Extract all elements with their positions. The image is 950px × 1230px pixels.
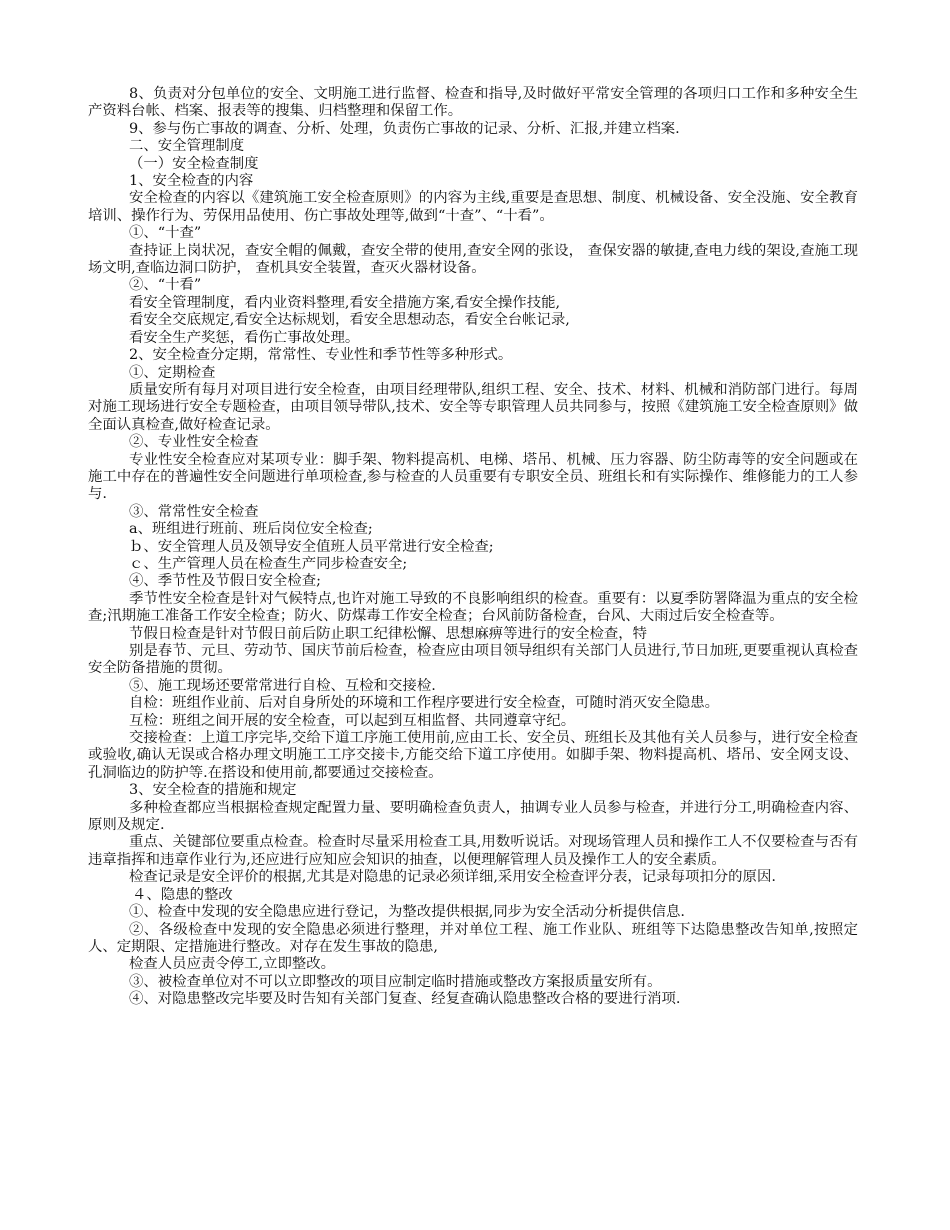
paragraph: 看安全生产奖惩，看伤亡事故处理。 [129, 329, 360, 346]
paragraph: ④、季节性及节假日安全检查; [129, 573, 321, 590]
paragraph: （一）安全检查制度 [129, 155, 259, 172]
paragraph: ４、隐患的整改 [132, 886, 233, 903]
paragraph: ①、“十查” [129, 225, 202, 242]
paragraph: 别是春节、元旦、劳动节、国庆节前后检查，检查应由项目领导组织有关部门人员进行,节日加班,更要重视认真检查安全防备措施的贯彻。 [88, 643, 858, 677]
paragraph: 1、安全检查的内容 [129, 173, 254, 190]
paragraph: 检查人员应责令停工,立即整改。 [129, 956, 336, 973]
paragraph: ③、被检查单位对不可以立即整改的项目应制定临时措施或整改方案报质量安所有。 [129, 973, 662, 990]
paragraph: ②、“十看” [129, 277, 202, 294]
paragraph: 互检：班组之间开展的安全检查，可以起到互相监督、共同遵章守纪。 [129, 712, 576, 729]
paragraph: ｂ、安全管理人员及领导安全值班人员平常进行安全检查; [129, 538, 494, 555]
paragraph: ④、对隐患整改完毕要及时告知有关部门复查、经复查确认隐患整改合格的要进行消项. [129, 991, 681, 1008]
paragraph: 季节性安全检查是针对气候特点,也许对施工导致的不良影响组织的检查。重要有：以夏季防署降温为重点的安全检查;汛期施工准备工作安全检查；防火、防煤毒工作安全检查；台风前防备检查，台风、大雨过后安全检查等。 [88, 590, 858, 625]
paragraph: 多种检查都应当根据检查规定配置力量、要明确检查负责人，抽调专业人员参与检查，并进行分工,明确检查内容、原则及规定. [88, 799, 858, 834]
paragraph: 质量安所有每月对项目进行安全检查，由项目经理带队,组织工程、安全、技术、材料、机械和消防部门进行。每周对施工现场进行安全专题检查，由项目领导带队,技术、安全等专职管理人员共同参与，按照《建筑施工安全检查原则》做全面认真检查,做好检查记录。 [88, 381, 858, 433]
paragraph: ｃ、生产管理人员在检查生产同步检查安全; [129, 555, 408, 572]
paragraph: 2、安全检查分定期，常常性、专业性和季节性等多种形式。 [129, 347, 513, 364]
paragraph: 3、安全检查的措施和规定 [129, 782, 297, 799]
paragraph: ①、定期检查 [129, 364, 216, 381]
paragraph: 看安全交底规定,看安全达标规划，看安全思想动态，看安全台帐记录, [129, 312, 570, 329]
paragraph: ③、常常性安全检查 [129, 503, 259, 520]
paragraph: 交接检查：上道工序完毕,交给下道工序施工使用前,应由工长、安全员、班组长及其他有关人员参与，进行安全检查或验收,确认无误或合格办理文明施工工序交接卡,方能交给下道工序使用。如脚手架、物料提高机、塔吊、安全网支设、孔洞临边的防护等.在搭设和使用前,都要通过交接检查。 [88, 730, 858, 781]
paragraph: 查持证上岗状况，查安全帽的佩戴，查安全带的使用,查安全网的张设， 查保安器的敏捷,查电力线的架设,查施工现场文明,查临边洞口防护， 查机具安全装置，查灭火器材设备。 [88, 242, 858, 277]
paragraph: 安全检查的内容以《建筑施工安全检查原则》的内容为主线,重要是查思想、制度、机械设备、安全没施、安全教育培训、操作行为、劳保用品使用、伤亡事故处理等,做到“十查”、“十看”。 [88, 190, 858, 224]
paragraph: 8、负责对分包单位的安全、文明施工进行监督、检查和指导,及时做好平常安全管理的各项归口工作和多种安全生产资料台帐、档案、报表等的搜集、归档整理和保留工作。 [88, 86, 858, 120]
paragraph: 专业性安全检查应对某项专业：脚手架、物料提高机、电梯、塔吊、机械、压力容器、防尘防毒等的安全问题或在施工中存在的普遍性安全问题进行单项检查,参与检查的人员重要有专职安全员、班组长和有实际操作、维修能力的工人参与. [88, 451, 858, 503]
paragraph: 9、参与伤亡事故的调查、分析、处理，负责伤亡事故的记录、分析、汇报,并建立档案. [129, 120, 680, 137]
paragraph: ②、各级检查中发现的安全隐患必须进行整理，并对单位工程、施工作业队、班组等下达隐患整改告知单,按照定人、定期限、定措施进行整改。对存在发生事故的隐患, [88, 921, 858, 955]
paragraph: a、班组进行班前、班后岗位安全检查; [129, 521, 373, 538]
paragraph: 二、安全管理制度 [129, 138, 245, 155]
paragraph: ②、专业性安全检查 [129, 434, 259, 451]
paragraph: 自检：班组作业前、后对自身所处的环境和工作程序要进行安全检查，可随时消灭安全隐患。 [129, 695, 720, 712]
document-body [88, 86, 858, 1009]
paragraph: 重点、关键部位要重点检查。检查时尽量采用检查工具,用数听说话。对现场管理人员和操作工人不仅要检查与否有违章指挥和违章作业行为,还应进行应知应会知识的抽查，以便理解管理人员及操作工人的安全素质。 [88, 834, 858, 868]
paragraph: 节假日检查是针对节假日前后防止职工纪律松懈、思想麻痹等进行的安全检查，特 [129, 625, 648, 642]
paragraph: 看安全管理制度，看内业资料整理,看安全措施方案,看安全操作技能, [129, 294, 561, 311]
paragraph: ①、检查中发现的安全隐患应进行登记，为整改提供根据,同步为安全活动分析提供信息. [129, 904, 685, 921]
paragraph: ⑤、施工现场还要常常进行自检、互检和交接检. [129, 677, 436, 694]
paragraph: 检查记录是安全评价的根据,尤其是对隐患的记录必须详细,采用安全检查评分表，记录每项扣分的原因. [129, 869, 776, 886]
